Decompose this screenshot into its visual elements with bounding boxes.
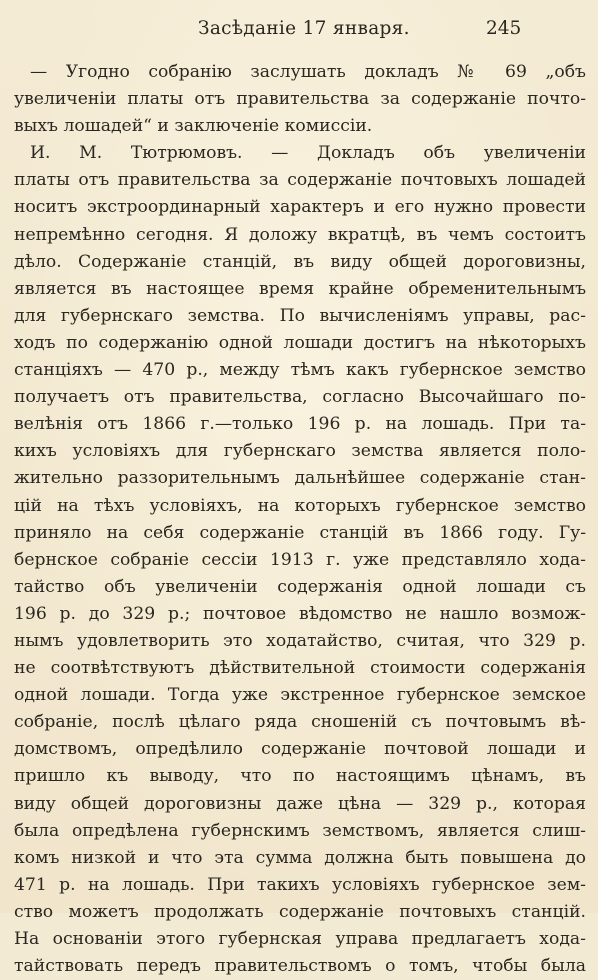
text-line: И. М. Тютрюмовъ. — Докладъ объ увеличеніи	[30, 143, 586, 164]
body-text	[14, 59, 586, 980]
text-line: приняло на себя содержаніе станцій въ 1866 году. Гу-	[14, 522, 586, 543]
text-line: — Угодно собранію заслушать докладъ № 69 „объ	[30, 62, 586, 82]
page-number: 245	[486, 18, 522, 39]
text-line: ходъ по содержанію одной лошади достигъ на нѣкоторыхъ	[14, 332, 586, 353]
text-line: пришло къ выводу, что по настоящимъ цѣнамъ, въ	[14, 766, 586, 787]
text-line: получаетъ отъ правительства, согласно Высочайшаго по-	[14, 387, 586, 408]
running-header	[0, 14, 598, 40]
header-title: Засѣданіе 17 января.	[198, 18, 410, 39]
text-line: 196 р. до 329 р.; почтовое вѣдомство не нашло возмож-	[14, 603, 586, 624]
text-line: ство можетъ продолжать содержаніе почтовыхъ станцій.	[14, 901, 586, 922]
text-line: виду общей дороговизны даже цѣна — 329 р., которая	[14, 793, 586, 814]
text-line: выхъ лошадей“ и заключеніе комиссіи.	[14, 116, 373, 137]
text-line: не соотвѣтствуютъ дѣйствительной стоимости содержанія	[14, 658, 586, 679]
text-line: дѣло. Содержаніе станцій, въ виду общей дороговизны,	[14, 251, 586, 272]
text-line: собраніе, послѣ цѣлаго ряда сношеній съ почтовымъ вѣ-	[14, 712, 586, 733]
text-line: является въ настоящее время крайне обременительнымъ	[14, 278, 586, 299]
text-line: домствомъ, опредѣлило содержаніе почтовой лошади и	[14, 739, 586, 760]
text-line: жительно раззорительнымъ дальнѣйшее содержаніе стан-	[14, 468, 586, 489]
text-line: носитъ экстроординарный характеръ и его нужно провести	[14, 197, 586, 218]
text-line: непремѣнно сегодня. Я доложу вкратцѣ, въ чемъ состоитъ	[14, 224, 586, 245]
text-line: была опредѣлена губернскимъ земствомъ, является слиш-	[14, 820, 586, 841]
text-line: комъ низкой и что эта сумма должна быть повышена до	[14, 847, 586, 868]
text-line: тайствовать передъ правительствомъ о томъ, чтобы была	[14, 956, 586, 977]
text-line: нымъ удовлетворить это ходатайство, считая, что 329 р.	[14, 630, 586, 651]
text-line: На основаніи этого губернская управа предлагаетъ хода-	[14, 929, 586, 949]
text-line: станціяхъ — 470 р., между тѣмъ какъ губернское земство	[14, 360, 586, 381]
text-line: одной лошади. Тогда уже экстренное губернское земское	[14, 685, 586, 706]
text-line: для губернскаго земства. По вычисленіямъ управы, рас-	[14, 305, 586, 326]
text-line: цій на тѣхъ условіяхъ, на которыхъ губернское земство	[14, 495, 586, 516]
text-line: тайство объ увеличеніи содержанія одной лошади съ	[14, 576, 586, 597]
text-line: велѣнія отъ 1866 г.—только 196 р. на лошадь. При та-	[14, 414, 586, 435]
text-line: увеличеніи платы отъ правительства за содержаніе почто-	[14, 89, 586, 110]
text-line: кихъ условіяхъ для губернскаго земства является поло-	[14, 441, 586, 462]
text-line: платы отъ правительства за содержаніе почтовыхъ лошадей	[14, 170, 586, 191]
text-line: бернское собраніе сессіи 1913 г. уже представляло хода-	[14, 549, 586, 570]
text-line: 471 р. на лошадь. При такихъ условіяхъ губернское зем-	[14, 874, 586, 895]
